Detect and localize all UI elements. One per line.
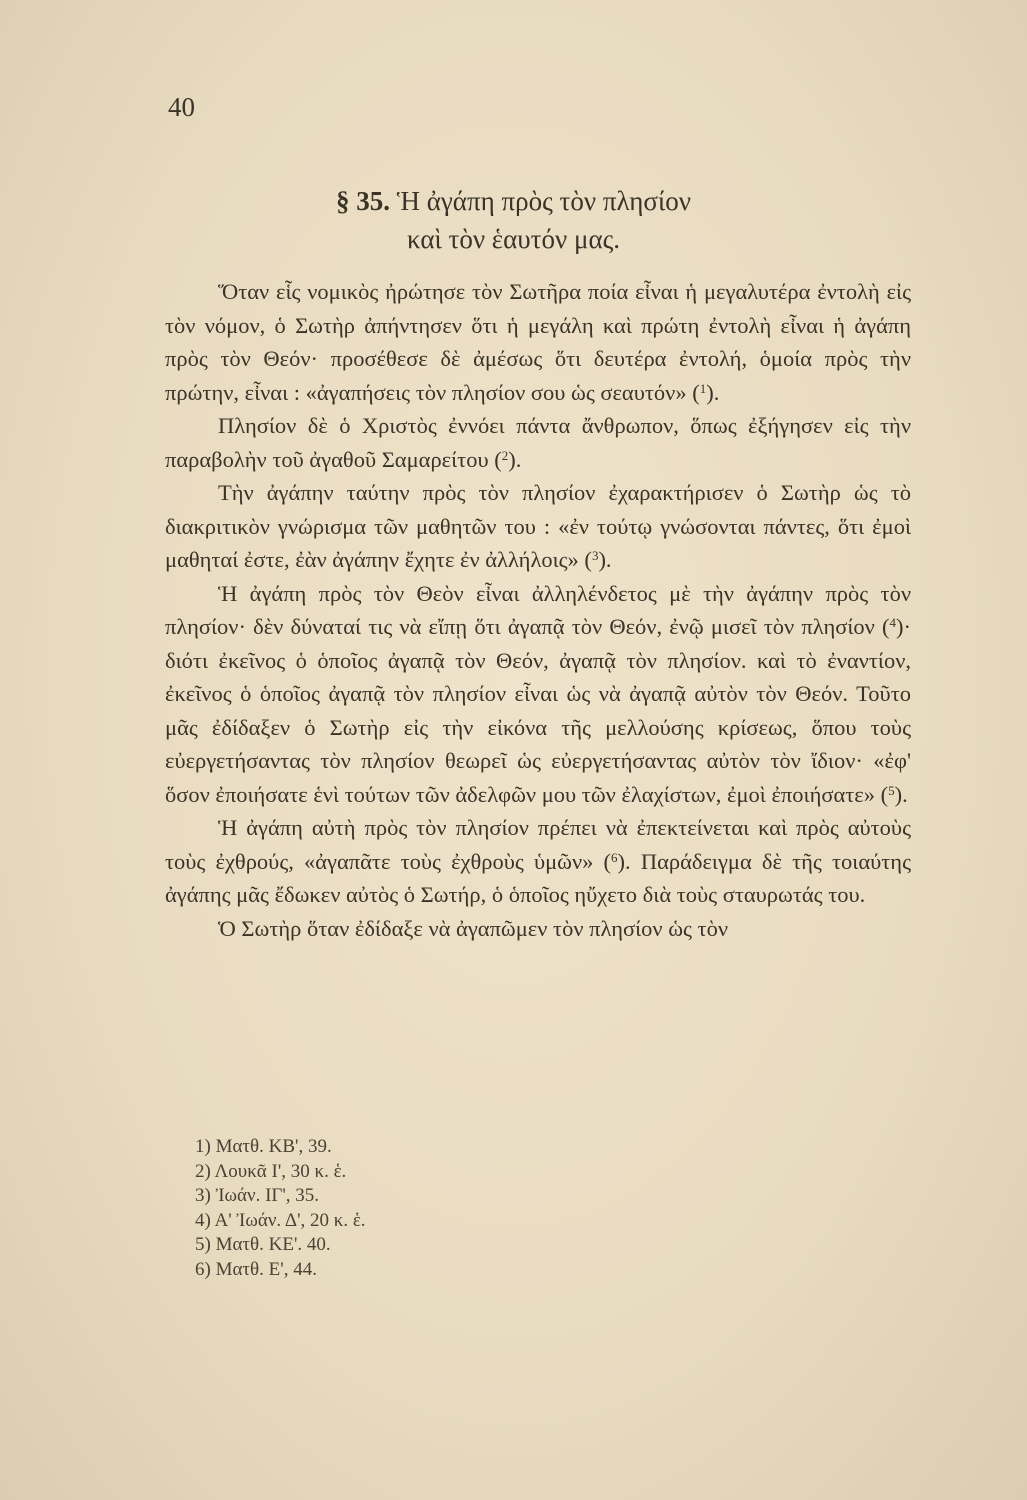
paragraph-text: ). — [706, 379, 720, 405]
paragraph-text: Τὴν ἀγάπην ταύτην πρὸς τὸν πλησίον ἐχαρακτήρισεν ὁ Σωτὴρ ὡς τὸ διακριτικὸν γνώρισμα τῶν μαθητῶν του : «ἐν τούτῳ γνώσονται πάντες, ὅτι ἐμοὶ μαθηταί ἐστε, ἐὰν ἀγάπην ἔχητε ἐν ἀλλήλοις» ( — [165, 480, 911, 572]
footnote-6: 6) Ματθ. Ε', 44. — [195, 1258, 317, 1280]
footnotes — [195, 1135, 366, 1282]
paragraph-text: Πλησίον δὲ ὁ Χριστὸς ἐννόει πάντα ἄνθρωπον, ὅπως ἐξήγησεν εἰς τὴν παραβολὴν τοῦ ἀγαθοῦ Σαμαρείτου ( — [165, 413, 911, 472]
footnote-4: 4) Α' Ἰωάν. Δ', 20 κ. ἑ. — [195, 1209, 366, 1231]
paragraph-text: Ὅταν εἷς νομικὸς ἠρώτησε τὸν Σωτῆρα ποία εἶναι ἡ μεγαλυτέρα ἐντολὴ εἰς τὸν νόμον, ὁ Σωτὴρ ἀπήντησεν ὅτι ἡ μεγάλη καὶ πρώτη ἐντολὴ εἶναι ἡ ἀγάπη πρὸς τὸν Θεόν· προσέθεσε δὲ ἀμέσως ὅτι δευτέρα ἐντολή, ὁμοία πρὸς τὴν πρώτην, εἶναι : «ἀγαπήσεις τὸν πλησίον σου ὡς σεαυτόν» ( — [165, 279, 911, 405]
section-title-part-2: καὶ τὸν ἑαυτόν μας. — [406, 224, 621, 254]
footnote-ref: 4 — [889, 615, 896, 630]
footnote-ref: 3 — [591, 548, 599, 563]
footnote-5: 5) Ματθ. ΚΕ'. 40. — [195, 1234, 331, 1255]
paragraph-3 — [165, 476, 911, 577]
paragraph-text: Ἡ ἀγάπη αὐτὴ πρὸς τὸν πλησίον πρέπει νὰ ἐπεκτείνεται καὶ πρὸς αὐτοὺς τοὺς ἐχθρούς, «ἀγαπᾶτε τοὺς ἐχθροὺς ὑμῶν» ( — [165, 815, 911, 874]
footnote-ref: 5 — [888, 782, 895, 798]
paragraph-text: )· διότι ἐκεῖνος ὁ ὁποῖος ἀγαπᾷ τὸν Θεόν, ἀγαπᾷ τὸν πλησίον. καὶ τὸ ἐναντίον, ἐκεῖνος ὁ ὁποῖος ἀγαπᾷ τὸν πλησίον εἶναι ὡς νὰ ἀγαπᾷ αὐτὸν τὸν Θεόν. Τοῦτο μᾶς ἐδίδαξεν ὁ Σωτὴρ εἰς τὴν εἰκόνα τῆς μελλούσης κρίσεως, ὅπου τοὺς εὐεργετήσαντας τὸν πλησίον θεωρεῖ ὡς εὐεργετήσαντας αὐτὸν τὸν ἴδιον· «ἐφ' ὅσον ἐποιήσατε ἑνὶ τούτων τῶν ἀδελφῶν μου τῶν ἐλαχίστων, ἐμοὶ ἐποιήσατε» ( — [165, 614, 911, 807]
section-heading-line-2 — [0, 220, 1027, 258]
paragraph-text: Ἡ ἀγάπη πρὸς τὸν Θεὸν εἶναι ἀλληλένδετος μὲ τὴν ἀγάπην πρὸς τὸν πλησίον· δὲν δύναταί τις νὰ εἴπῃ ὅτι ἀγαπᾷ τὸν Θεόν, ἐνῷ μισεῖ τὸν πλησίον ( — [165, 580, 911, 639]
footnote-ref: 6 — [611, 849, 618, 865]
paragraph-text: ). Παράδειγμα δὲ τῆς τοιαύτης ἀγάπης μᾶς ἔδωκεν αὐτὸς ὁ Σωτήρ, ὁ ὁποῖος ηὔχετο διὰ τοὺς σταυρωτάς του. — [165, 848, 911, 907]
footnote-1: 1) Ματθ. ΚΒ', 39. — [195, 1136, 332, 1157]
paragraph-text: ). — [894, 781, 908, 807]
page-number: 40 — [168, 92, 195, 122]
section-title-part-1: Ἡ ἀγάπη πρὸς τὸν πλησίον — [396, 186, 691, 216]
footnote-ref: 2 — [501, 447, 509, 463]
paragraph-2 — [165, 409, 911, 476]
paragraph-1 — [165, 275, 911, 409]
footnote-ref: 1 — [699, 380, 707, 396]
section-number: § 35. — [336, 186, 391, 216]
paragraph-4 — [165, 577, 911, 812]
paragraph-6 — [165, 912, 911, 946]
paragraph-text: Ὁ Σωτὴρ ὅταν ἐδίδαξε νὰ ἀγαπῶμεν τὸν πλησίον ὡς τὸν — [218, 915, 729, 941]
section-heading-line-1 — [0, 182, 1027, 220]
paragraph-text: ). — [508, 446, 522, 472]
footnote-3: 3) Ἰωάν. ΙΓ', 35. — [195, 1185, 320, 1206]
paragraph-text: ). — [598, 547, 612, 572]
body-text — [165, 275, 911, 945]
footnote-2: 2) Λουκᾶ Ι', 30 κ. ἑ. — [195, 1160, 347, 1182]
paragraph-5 — [165, 811, 911, 912]
